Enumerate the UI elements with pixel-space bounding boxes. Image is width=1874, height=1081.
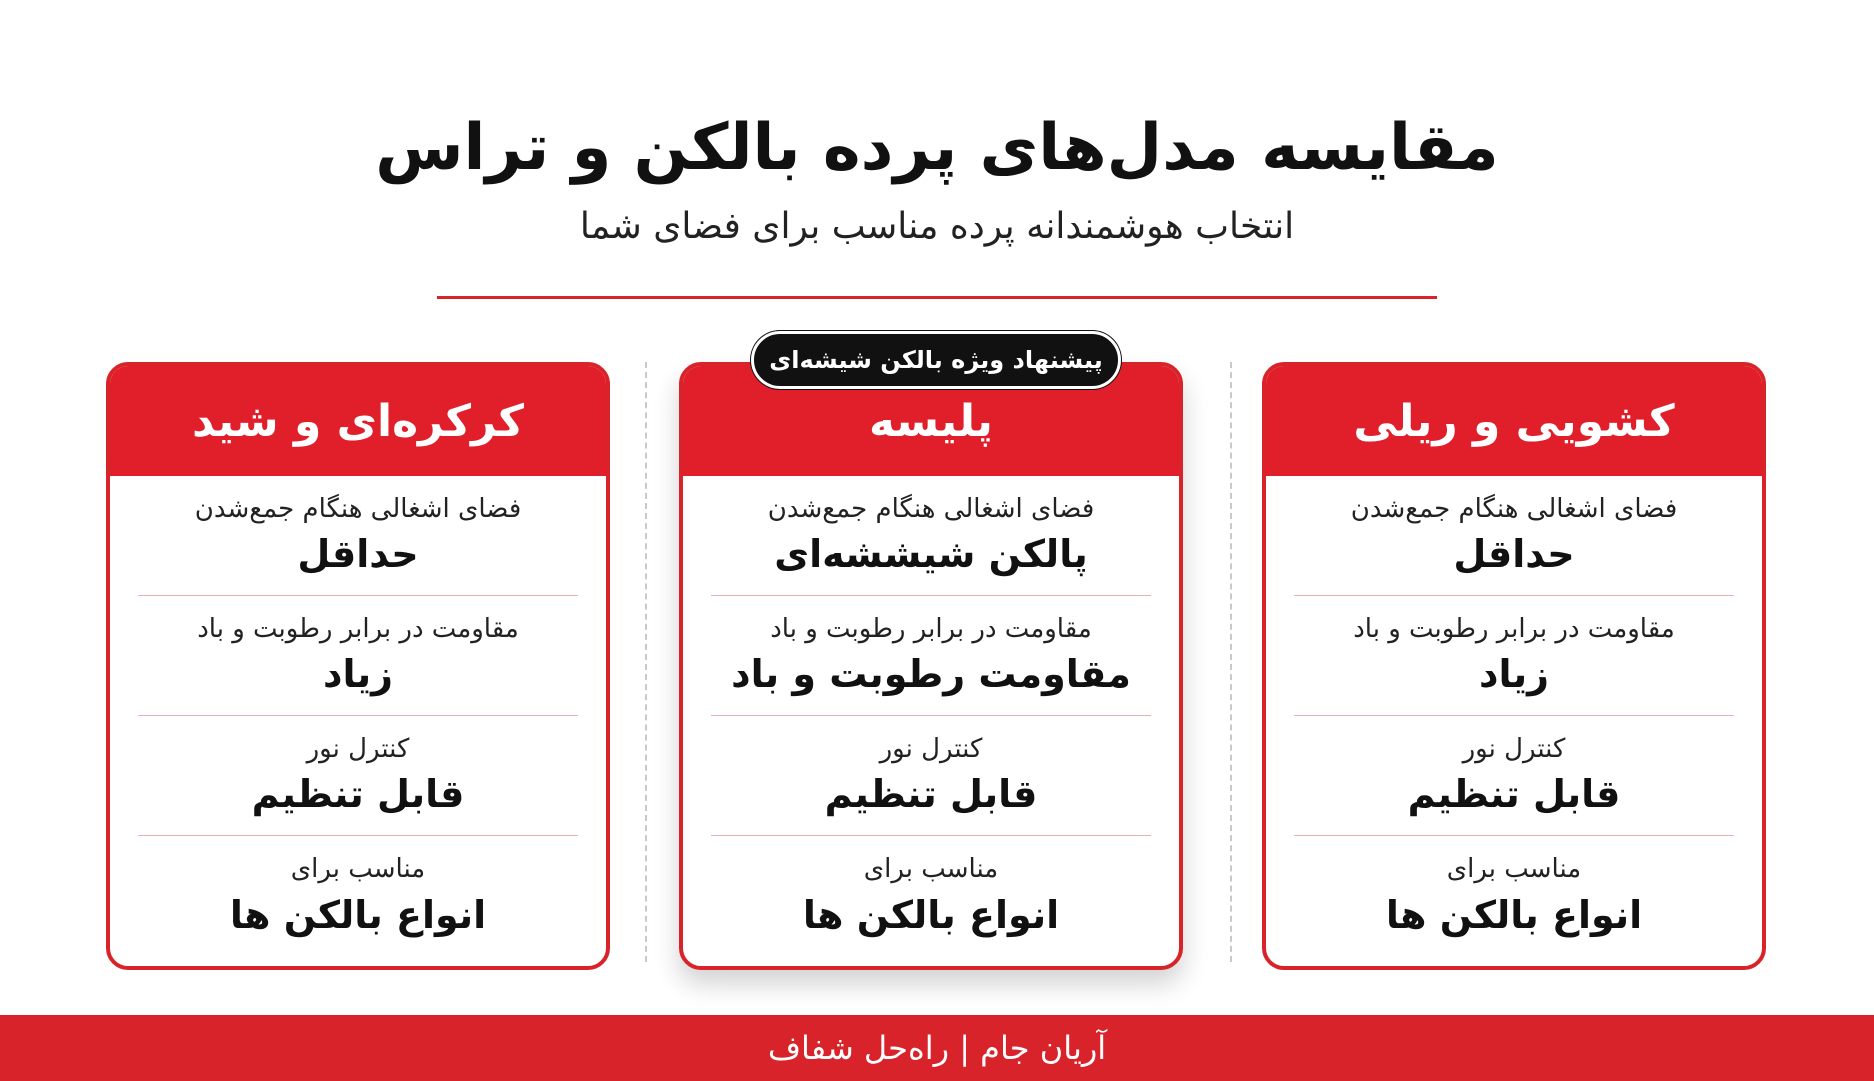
row-space <box>711 476 1151 596</box>
row-resistance <box>1294 596 1734 716</box>
row-value: انواع بالکن ها <box>802 892 1060 937</box>
row-label: کنترل نور <box>306 733 410 764</box>
row-label: مناسب برای <box>863 854 999 884</box>
header-divider <box>437 296 1437 299</box>
row-label: مناسب برای <box>1446 854 1582 884</box>
row-light <box>1294 716 1734 836</box>
row-value: قابل تنظیم <box>1407 772 1621 816</box>
row-label: فضای اشغالی هنگام جمع‌شدن <box>1350 493 1678 524</box>
row-value: انواع بالکن ها <box>229 892 487 937</box>
card-sliding-rail <box>1262 362 1766 970</box>
recommended-badge: پیشنهاد ویژه بالکن شیشه‌ای <box>751 331 1121 389</box>
row-value: پالکن شیششه‌ای <box>774 532 1088 576</box>
row-label: فضای اشغالی هنگام جمع‌شدن <box>767 493 1095 524</box>
row-value: قابل تنظیم <box>824 772 1038 816</box>
row-resistance <box>138 596 578 716</box>
row-value: زیاد <box>323 652 393 696</box>
row-label: مقاومت در برابر رطوبت و باد <box>197 613 519 644</box>
row-label: کنترل نور <box>1462 733 1566 764</box>
page-title: مقایسه مدل‌های پرده بالکن و تراس <box>375 111 1499 185</box>
row-label: مناسب برای <box>290 854 426 884</box>
card-rows <box>1266 476 1762 956</box>
row-light <box>138 716 578 836</box>
row-label: کنترل نور <box>879 733 983 764</box>
row-value: زیاد <box>1479 652 1549 696</box>
row-suitable <box>138 836 578 956</box>
row-value: قابل تنظیم <box>251 772 465 816</box>
card-title: پلیسه <box>683 366 1179 476</box>
row-suitable <box>1294 836 1734 956</box>
card-rows <box>683 476 1179 956</box>
page-subtitle: انتخاب هوشمندانه پرده مناسب برای فضای شما <box>579 205 1295 247</box>
card-roller-shade <box>106 362 610 970</box>
card-title: کرکره‌ای و شید <box>110 366 606 476</box>
row-space <box>138 476 578 596</box>
card-title: کشویی و ریلی <box>1266 366 1762 476</box>
row-label: فضای اشغالی هنگام جمع‌شدن <box>194 493 522 524</box>
footer-text: آریان جام | راه‌حل شفاف <box>767 1029 1107 1067</box>
card-divider <box>645 362 647 962</box>
row-resistance <box>711 596 1151 716</box>
card-pleated <box>679 362 1183 970</box>
card-divider <box>1230 362 1232 962</box>
row-suitable <box>711 836 1151 956</box>
row-value: انواع بالکن ها <box>1385 892 1643 937</box>
row-value: مقاومت رطوبت و باد <box>731 652 1131 696</box>
row-label: مقاومت در برابر رطوبت و باد <box>1353 613 1675 644</box>
row-space <box>1294 476 1734 596</box>
card-rows <box>110 476 606 956</box>
row-light <box>711 716 1151 836</box>
header <box>0 110 1874 248</box>
footer-bar <box>0 1015 1874 1081</box>
row-value: حداقل <box>1453 532 1575 576</box>
row-label: مقاومت در برابر رطوبت و باد <box>770 613 1092 644</box>
row-value: حداقل <box>297 532 419 576</box>
